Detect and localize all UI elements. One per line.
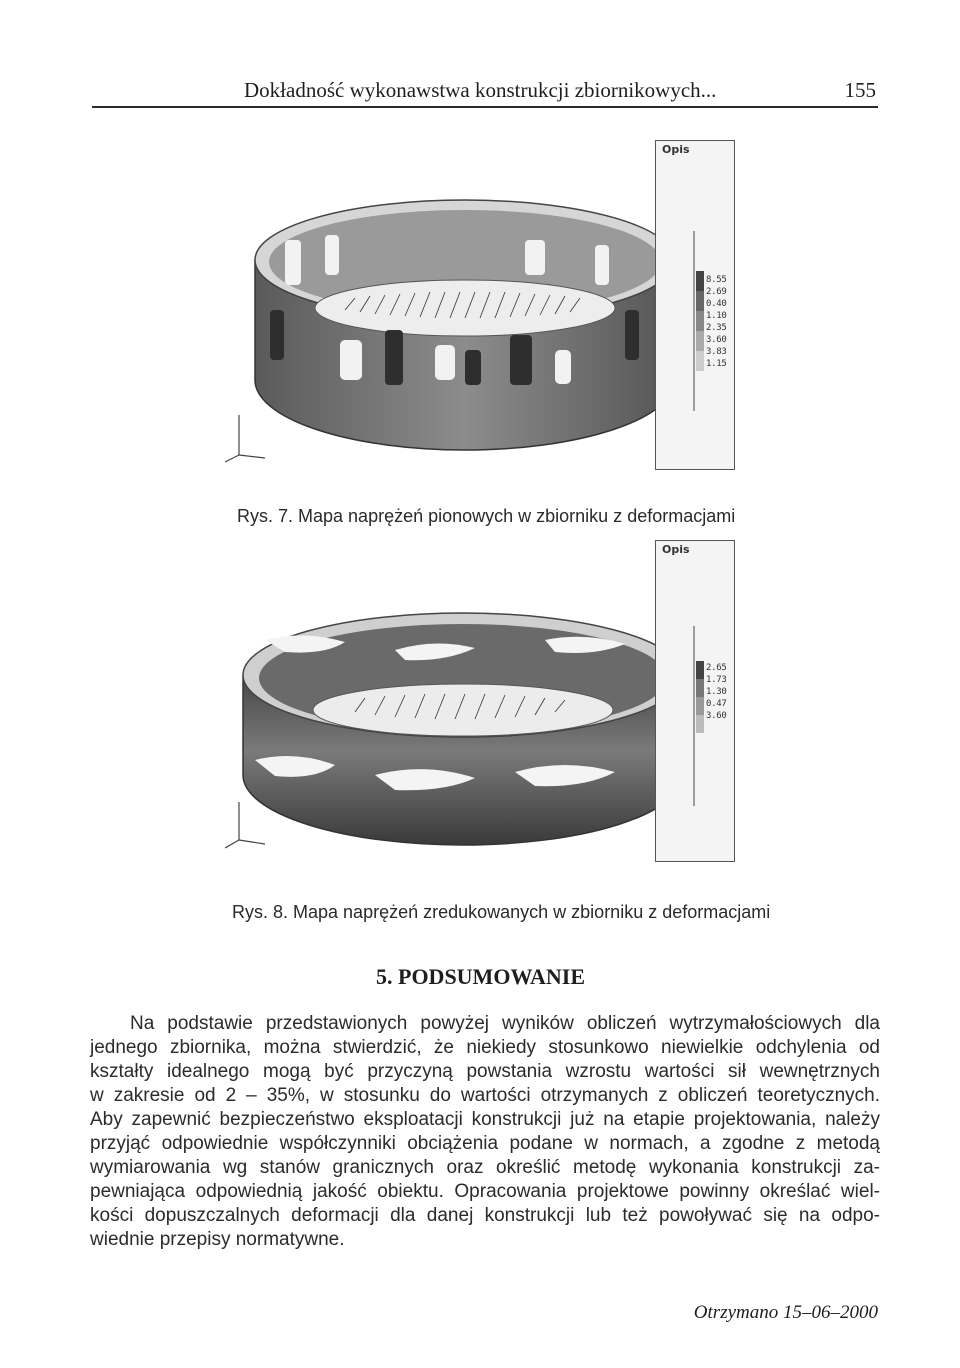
legend-value: 2.65 bbox=[706, 663, 727, 673]
body-line: kształty idealnego mogą być przyczyną powstania wzrostu wartości sił wewnętrznych bbox=[90, 1061, 880, 1082]
legend-title: Opis bbox=[662, 143, 690, 156]
legend-value: 2.69 bbox=[706, 287, 727, 297]
body-line: Na podstawie przedstawionych powyżej wyników obliczeń wytrzymałościowych dla bbox=[130, 1013, 880, 1034]
legend-title: Opis bbox=[662, 543, 690, 556]
figure-7 bbox=[225, 140, 745, 490]
body-line: przyjąć odpowiednie współczynniki obciążenia podane w normach, a zgodne z metodą bbox=[90, 1133, 880, 1154]
legend-value: 1.10 bbox=[706, 311, 727, 321]
section-body bbox=[90, 1012, 880, 1252]
figure-7-caption: Rys. 7. Mapa naprężeń pionowych w zbiorniku z deformacjami bbox=[237, 506, 736, 526]
legend-value: 3.60 bbox=[706, 711, 727, 721]
legend-value: 2.35 bbox=[706, 323, 727, 333]
legend-value: 3.83 bbox=[706, 347, 727, 357]
figure-8 bbox=[225, 540, 745, 870]
body-line: pewniająca odpowiednią jakość obiektu. Opracowania projektowe powinny określać wiel- bbox=[90, 1181, 880, 1202]
figure-8-caption: Rys. 8. Mapa naprężeń zredukowanych w zbiorniku z deformacjami bbox=[232, 902, 771, 922]
body-line: jednego zbiornika, można stwierdzić, że niekiedy stosunkowo niewielkie odchylenia od bbox=[90, 1037, 880, 1058]
legend-value: 1.15 bbox=[706, 359, 727, 369]
legend-value: 0.40 bbox=[706, 299, 727, 309]
legend-value: 8.55 bbox=[706, 275, 727, 285]
legend-value: 0.47 bbox=[706, 699, 727, 709]
page-number: 155 bbox=[844, 78, 876, 102]
legend-panel bbox=[655, 540, 735, 862]
legend-value: 1.73 bbox=[706, 675, 727, 685]
body-line: wiednie przepisy normatywne. bbox=[90, 1229, 345, 1250]
legend-panel bbox=[655, 140, 735, 470]
body-line: wymiarowania wg stanów granicznych oraz określić metodę wykonania konstrukcji za- bbox=[90, 1157, 880, 1178]
legend-value: 3.60 bbox=[706, 335, 727, 345]
body-line: w zakresie od 2 – 35%, w stosunku do wartości otrzymanych z obliczeń teoretycznych. bbox=[90, 1085, 880, 1106]
body-line: Aby zapewnić bezpieczeństwo eksploatacji konstrukcji już na etapie projektowania, należy bbox=[90, 1109, 880, 1130]
running-title: Dokładność wykonawstwa konstrukcji zbiornikowych... bbox=[244, 78, 717, 102]
running-header bbox=[92, 76, 878, 108]
received-date: Otrzymano 15–06–2000 bbox=[693, 1302, 878, 1323]
section-heading: 5. PODSUMOWANIE bbox=[376, 964, 586, 989]
legend-value: 1.30 bbox=[706, 687, 727, 697]
body-line: kości dopuszczalnych deformacji dla danej konstrukcji lub też powoływać się na odpo- bbox=[90, 1205, 880, 1226]
